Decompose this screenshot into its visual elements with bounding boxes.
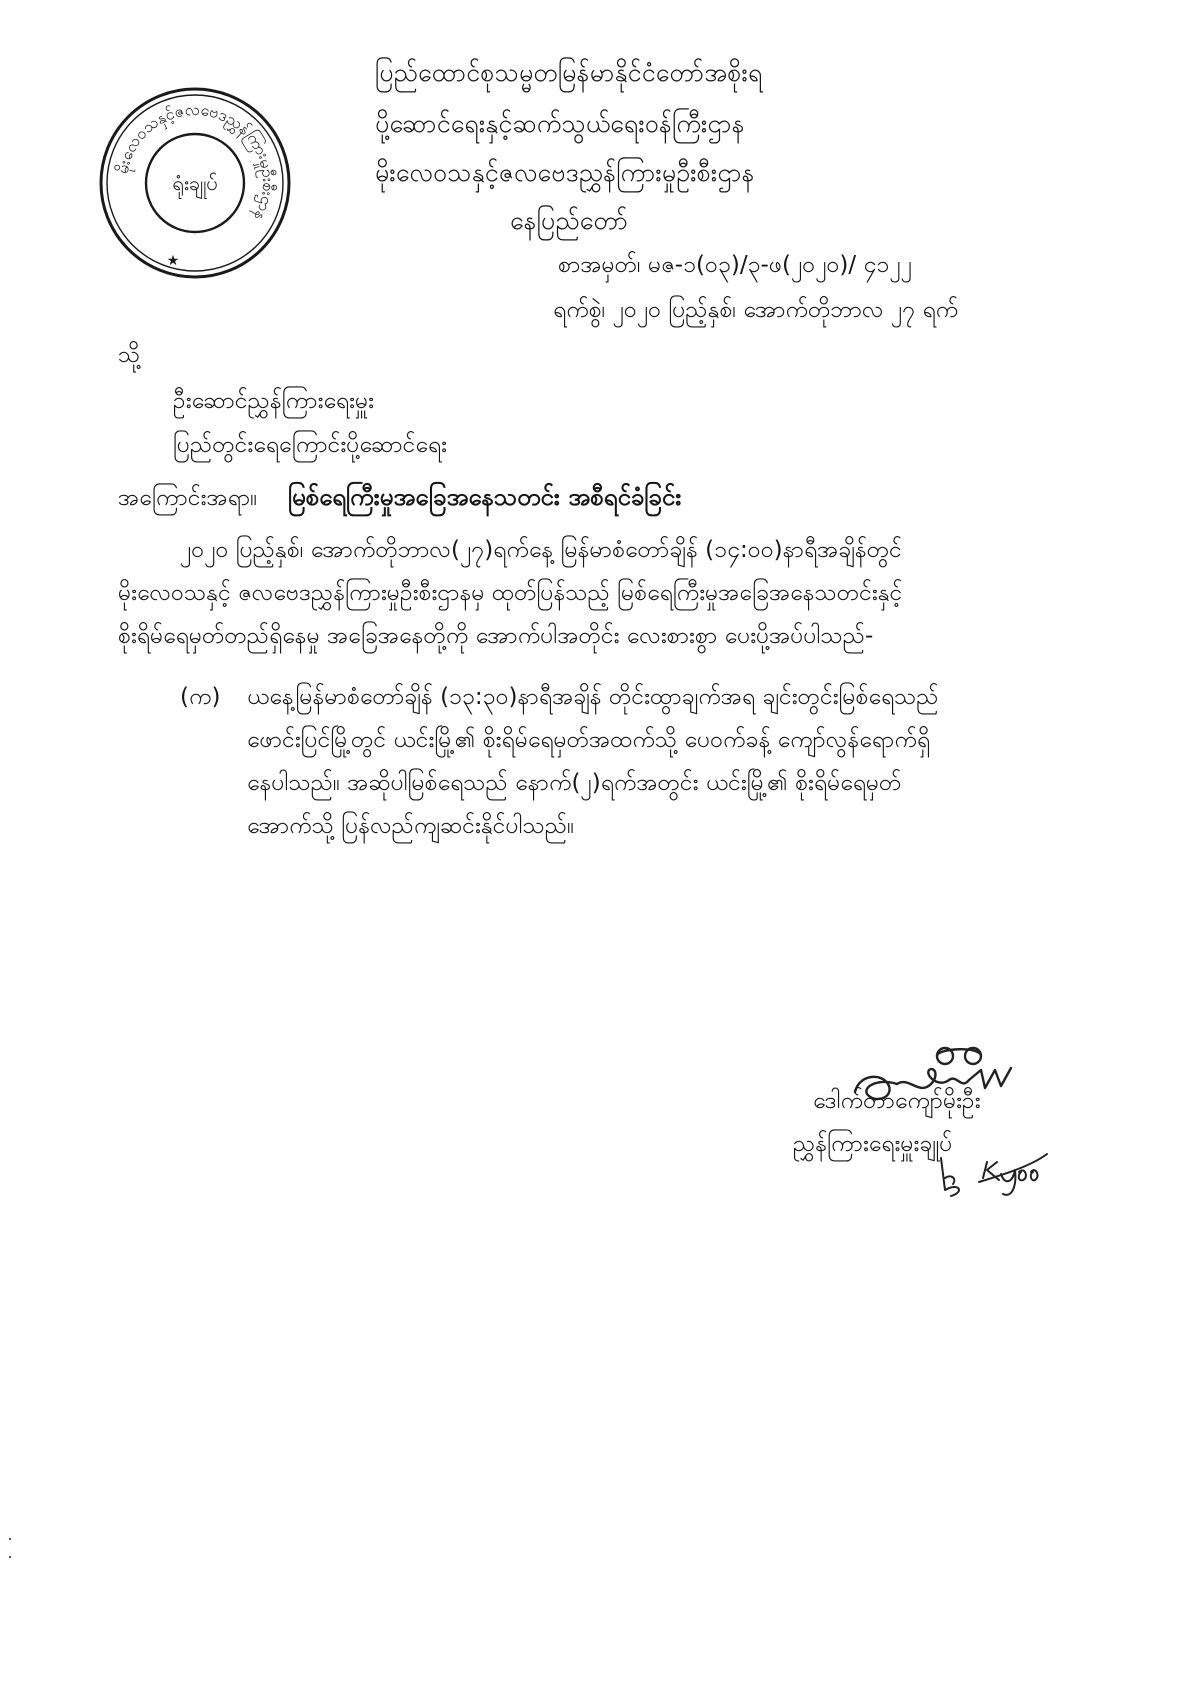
header-city: နေပြည်တော် (510, 206, 629, 235)
seal-center-text: ရုံးချုပ် (172, 171, 218, 195)
letter-date: ရက်စွဲ၊ ၂၀၂၀ ပြည့်နှစ်၊ အောက်တိုဘာလ ၂၇ ရက် (553, 297, 959, 323)
header-ministry: ပို့ဆောင်ရေးနှင့်ဆက်သွယ်ရေးဝန်ကြီးဌာန (375, 109, 745, 138)
addressee-title: ဦးဆောင်ညွှန်ကြားရေးမှူး (173, 388, 374, 414)
header-department: မိုးလေဝသနှင့်ဇလဗေဒညွှန်ကြားမှုဦးစီးဌာန (375, 158, 755, 187)
scan-mark (9, 1556, 11, 1558)
item-line-3: နေပါသည်။ အဆိုပါမြစ်ရေသည် နောက်(၂)ရက်အတွင်း ယင်းမြို့၏ စိုးရိမ်ရေမှတ် (247, 770, 902, 796)
header-government: ပြည်ထောင်စုသမ္မတမြန်မာနိုင်ငံတော်အစိုးရ (375, 58, 763, 87)
item-line-1: ယနေ့မြန်မာစံတော်ချိန် (၁၃:၃၀)နာရီအချိန် တိုင်းထွာချက်အရ ချင်းတွင်းမြစ်ရေသည် (247, 684, 939, 710)
subject-text: မြစ်ရေကြီးမှုအခြေအနေသတင်း အစီရင်ခံခြင်း (288, 483, 682, 511)
signatory-title: ညွှန်ကြားရေးမှူးချုပ် (793, 1131, 953, 1157)
signatory-name: ဒေါက်တာကျော်မိုးဦး (813, 1088, 981, 1114)
intro-line-2: မိုးလေဝသနှင့် ဇလဗေဒညွှန်ကြားမှုဦးစီးဌာနမှ ထုတ်ပြန်သည့် မြစ်ရေကြီးမှုအခြေအနေသတင်းနှင့် (118, 580, 903, 606)
seal-ring-text: မိုးလေဝသနှင့်ဇလဗေဒညွှန်ကြားမှုဦးစီးဌာန (112, 99, 279, 225)
intro-line-3: စိုးရိမ်ရေမှတ်တည်ရှိနေမှု အခြေအနေတို့ကို အောက်ပါအတိုင်း လေးစားစွာ ပေးပို့အပ်ပါသည်- (118, 623, 874, 649)
official-seal (95, 83, 295, 283)
item-line-4: အောက်သို့ ပြန်လည်ကျဆင်းနိုင်ပါသည်။ (247, 813, 575, 839)
seal-star-icon: ★ (166, 253, 180, 269)
subject-label: အကြောင်းအရာ။ (118, 485, 258, 511)
scan-mark (9, 1538, 11, 1540)
addressee-organization: ပြည်တွင်းရေကြောင်းပို့ဆောင်ရေး (173, 432, 447, 458)
reference-number: စာအမှတ်၊ မဇ-၁(၀၃)/၃-ဖ(၂၀၂၀)/ ၄၁၂၂ (558, 252, 912, 278)
item-marker: (က) (180, 684, 221, 710)
to-label: သို့ (118, 342, 141, 368)
intro-line-1: ၂၀၂၀ ပြည့်နှစ်၊ အောက်တိုဘာလ(၂၇)ရက်နေ့ မြန်မာစံတော်ချိန် (၁၄:၀၀)နာရီအချိန်တွင် (180, 537, 902, 563)
handwritten-initials (935, 1148, 1050, 1203)
svg-text:မိုးလေဝသနှင့်ဇလဗေဒညွှန်ကြားမှု (113, 100, 279, 224)
item-line-2: ဖောင်းပြင်မြို့တွင် ယင်းမြို့၏ စိုးရိမ်ရေမှတ်အထက်သို့ ပေ၀က်ခန့် ကျော်လွန်ရောက်ရှိ (247, 727, 931, 753)
